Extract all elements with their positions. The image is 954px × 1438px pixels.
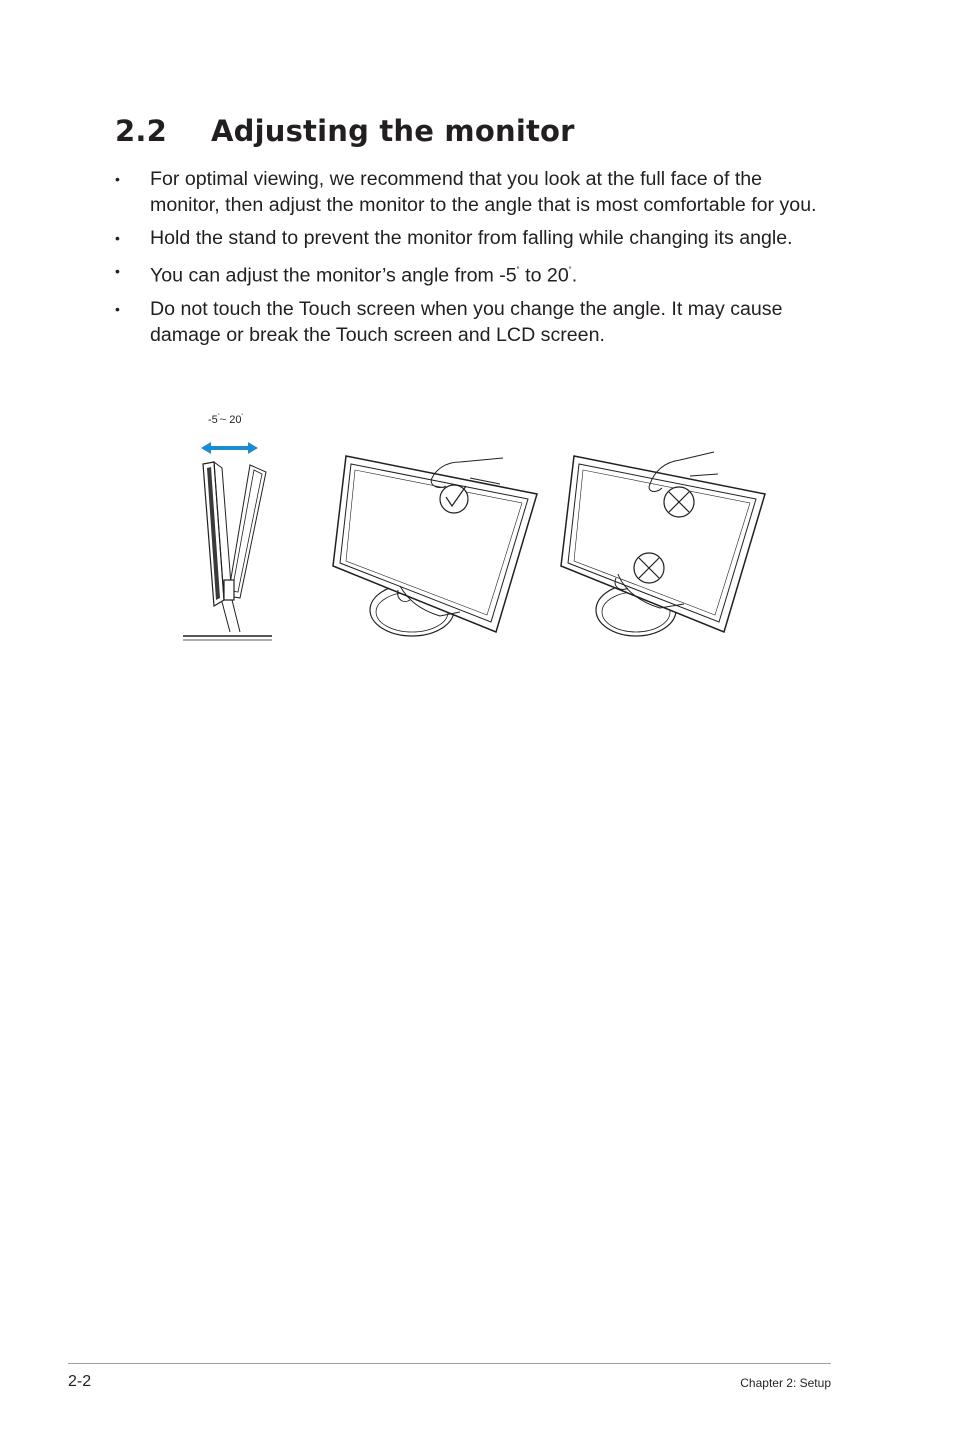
chapter-label: Chapter 2: Setup (740, 1376, 831, 1390)
x-circle-icon (634, 553, 664, 583)
instruction-list (115, 166, 835, 355)
degree-symbol: ˚ (516, 266, 520, 276)
degree-symbol: ˚ (568, 266, 572, 276)
monitor-side-view (183, 442, 272, 640)
monitor-adjustment-illustration (175, 408, 775, 648)
list-item: • You can adjust the monitor’s angle from -5˚ to 20˚. (115, 258, 835, 289)
bullet-icon: • (115, 230, 120, 246)
tilt-arrow-icon (201, 442, 258, 454)
list-item: • For optimal viewing, we recommend that you look at the full face of the monitor, then adjust the monitor to the angle that is most comfortable for you. (115, 168, 817, 216)
section-heading (115, 114, 575, 148)
check-circle-icon (440, 485, 468, 513)
list-item: • Do not touch the Touch screen when you change the angle. It may cause damage or break the Touch screen and LCD screen. (115, 297, 783, 346)
list-item: • Hold the stand to prevent the monitor from falling while changing its angle. (115, 227, 793, 249)
monitor-correct-handling (333, 456, 537, 636)
monitor-incorrect-handling (561, 452, 765, 636)
section-title: Adjusting the monitor (211, 114, 575, 148)
x-circle-icon (664, 487, 694, 517)
footer-divider (68, 1363, 831, 1364)
bullet-icon: • (115, 300, 120, 317)
section-number: 2.2 (115, 114, 167, 148)
bullet-icon: • (115, 263, 120, 279)
page-number: 2-2 (68, 1373, 92, 1390)
bullet-icon: • (115, 171, 120, 187)
tilt-angle-label: -5˚~ 20˚ (208, 414, 244, 426)
